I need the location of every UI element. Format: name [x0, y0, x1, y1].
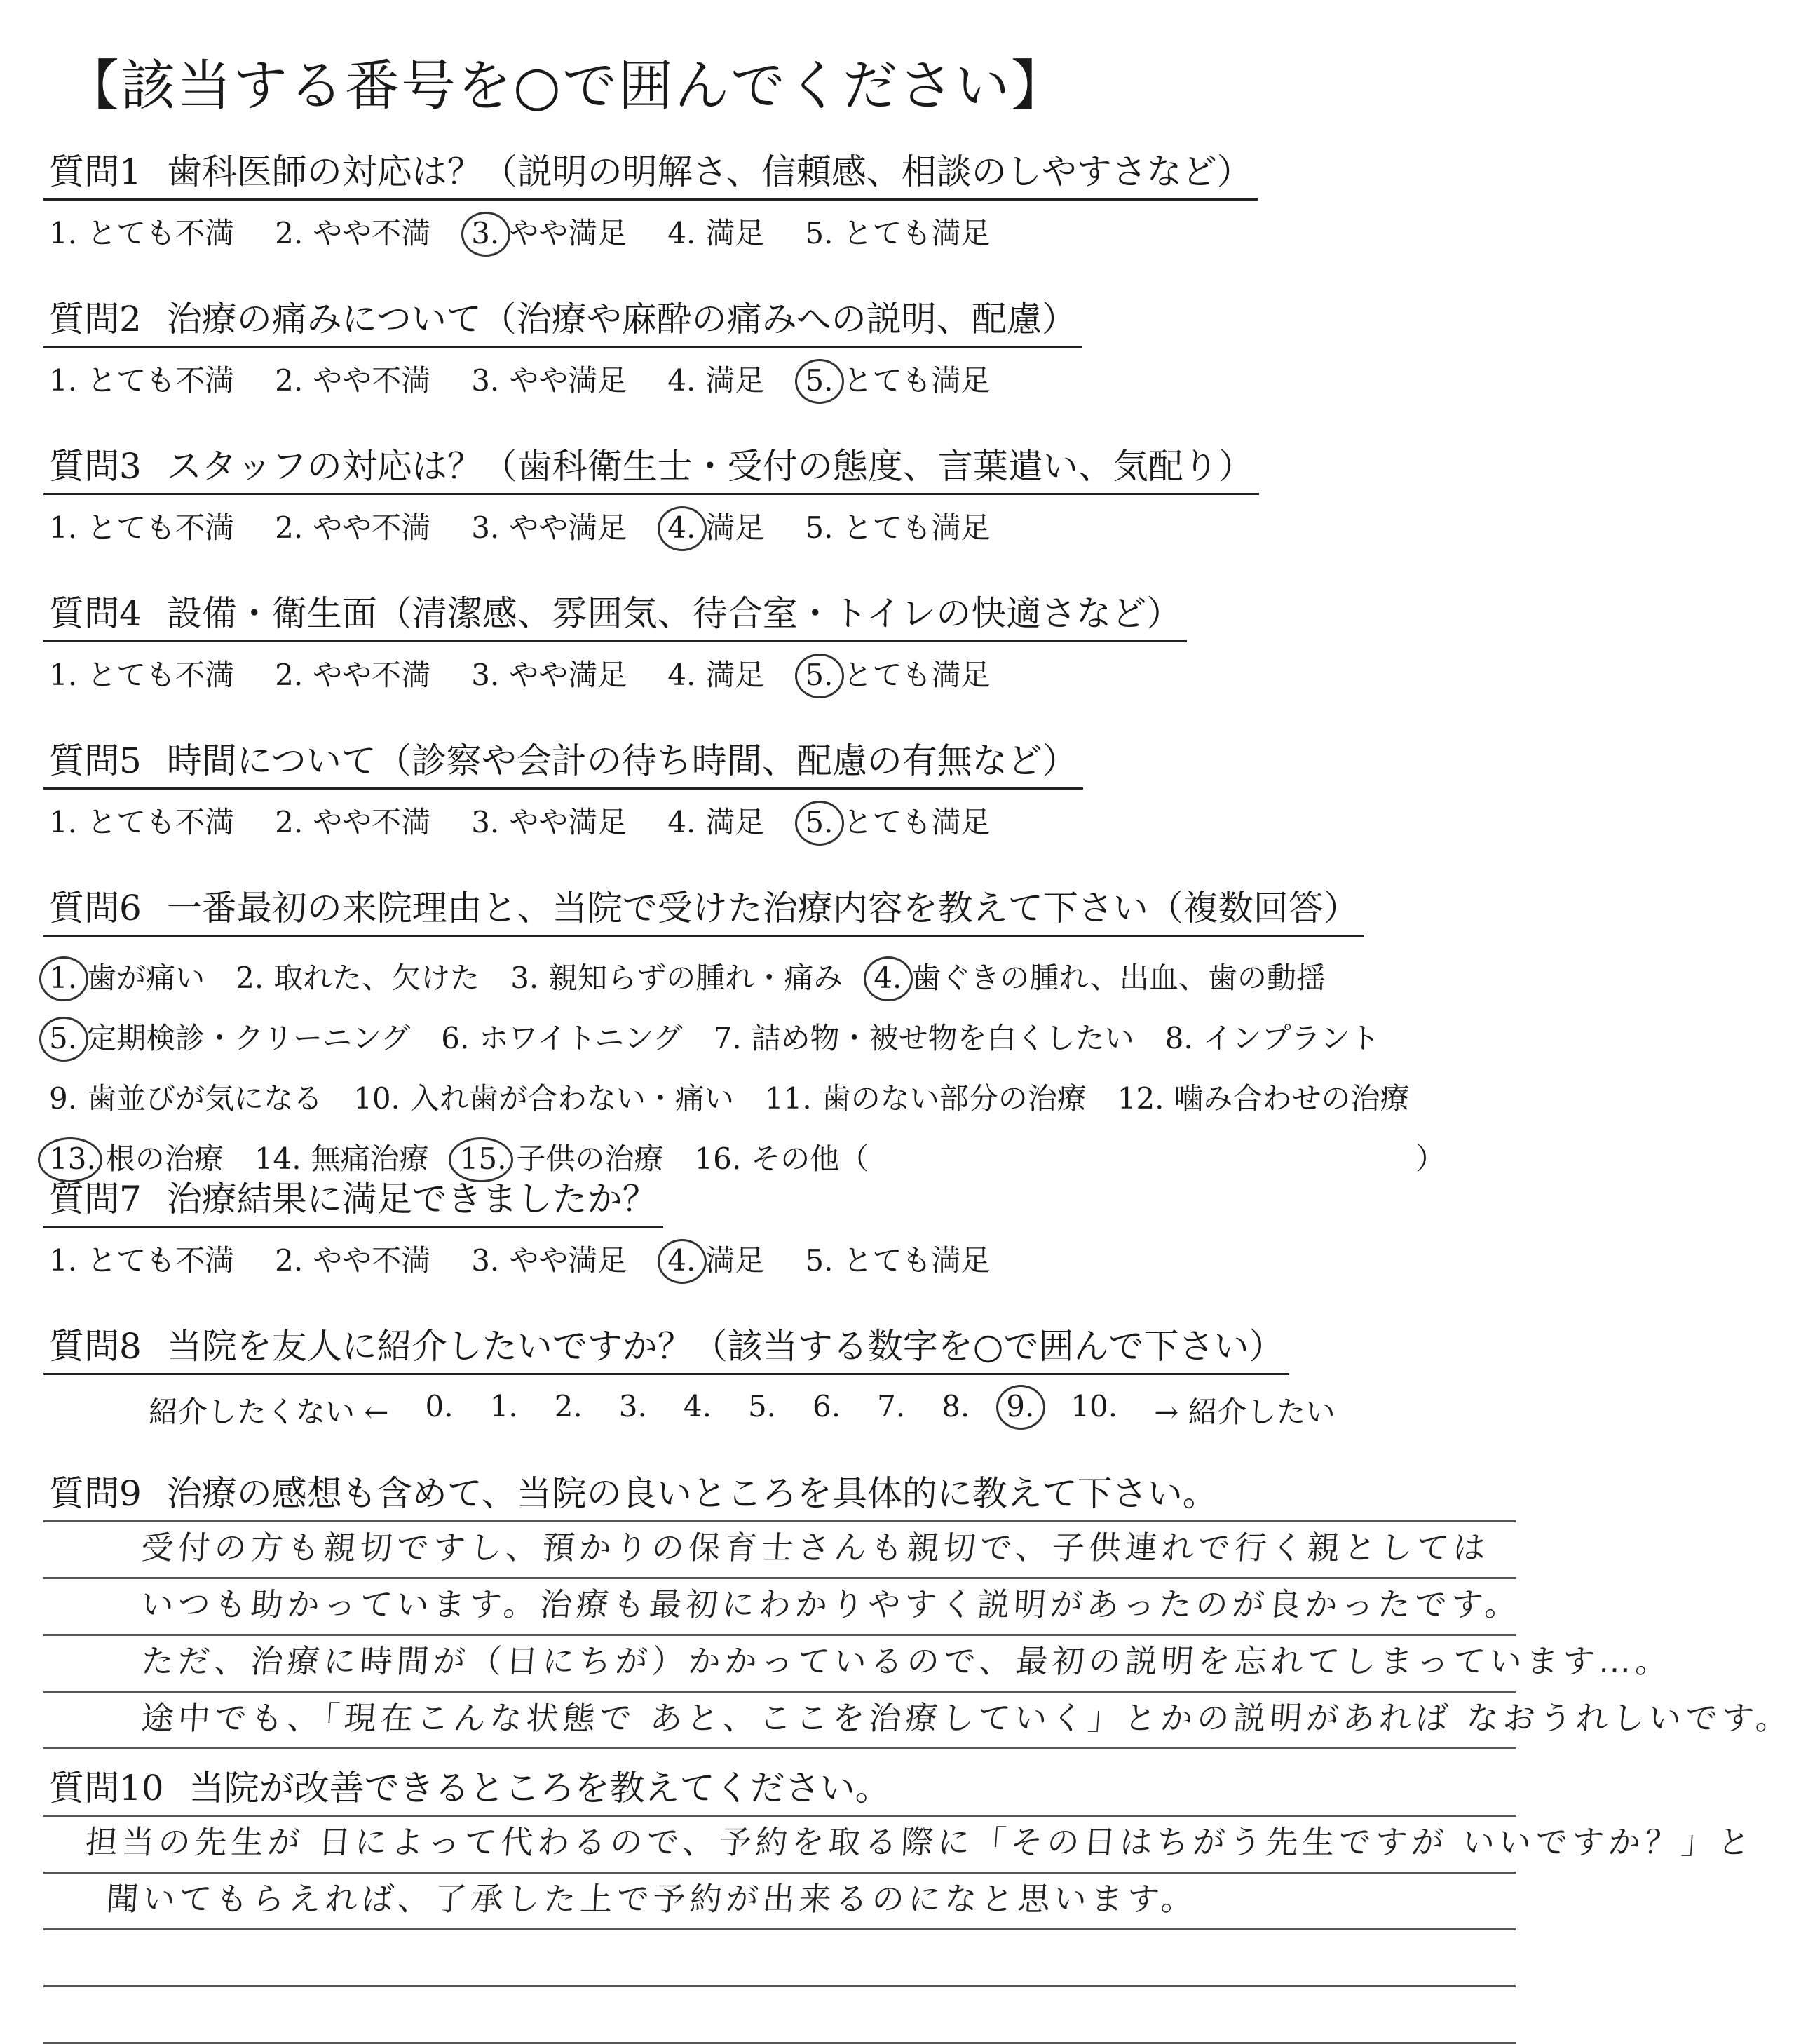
question-6: [43, 880, 1476, 1178]
q2-option-2[interactable]: 2. やや不満: [275, 363, 431, 398]
question-5: [43, 733, 1083, 841]
q6-option-11[interactable]: 11. 歯のない部分の治療: [764, 1081, 1087, 1116]
question-10-answer-area[interactable]: [43, 1760, 1756, 2044]
question-3-options: [43, 505, 1259, 547]
handwritten-line: ただ、治療に時間が（日にちが）かかっているので、最初の説明を忘れてしまっています…。: [140, 1642, 1673, 1680]
question-2-options: [43, 358, 1082, 400]
question-8: [43, 1318, 1372, 1431]
question-8-text: 当院を友人に紹介したいですか？（該当する数字を○で囲んで下さい）: [166, 1326, 1284, 1367]
answer-line: [43, 1693, 1794, 1749]
q5-option-2[interactable]: 2. やや不満: [275, 805, 431, 839]
question-4-text: 設備・衛生面（清潔感、雰囲気、待合室・トイレの快適さなど）: [166, 593, 1182, 634]
q8-left-label: 紹介したくない ←: [149, 1395, 389, 1429]
q5-option-3[interactable]: 3. やや満足: [471, 805, 627, 839]
question-5-heading: [43, 733, 1083, 790]
question-10-label: 質問10: [49, 1768, 164, 1808]
question-4: [43, 586, 1187, 694]
q3-option-5[interactable]: 5. とても満足: [805, 510, 991, 545]
q7-option-1[interactable]: 1. とても不満: [49, 1243, 235, 1278]
q6-option-3[interactable]: 3. 親知らずの腫れ・痛み: [510, 961, 843, 995]
q5-option-5-selected[interactable]: 5. とても満足: [805, 805, 991, 839]
question-4-heading: [43, 586, 1187, 642]
q6-option-8[interactable]: 8. インプラント: [1164, 1021, 1380, 1055]
handwritten-line: 途中でも、「現在こんな状態で あと、ここを治療していく」とかの説明があれば なおうれしいです。: [140, 1699, 1794, 1737]
q4-option-5-selected[interactable]: 5. とても満足: [805, 658, 991, 692]
q7-option-3[interactable]: 3. やや満足: [471, 1243, 627, 1278]
q6-option-9[interactable]: 9. 歯並びが気になる: [49, 1081, 323, 1116]
q6-row-3: [49, 1076, 1476, 1118]
q1-option-3-selected[interactable]: 3. やや満足: [471, 216, 627, 250]
q2-option-1[interactable]: 1. とても不満: [49, 363, 235, 398]
q1-option-5[interactable]: 5. とても満足: [805, 216, 991, 250]
q6-option-16[interactable]: 16. その他（ ）: [694, 1142, 1446, 1176]
question-8-scale: [43, 1389, 1372, 1431]
q2-option-4[interactable]: 4. 満足: [667, 363, 765, 398]
q8-option-1[interactable]: 1.: [489, 1389, 518, 1423]
question-3-text: スタッフの対応は？（歯科衛生士・受付の態度、言葉遣い、気配り）: [166, 446, 1253, 487]
q3-option-4-selected[interactable]: 4. 満足: [667, 510, 765, 545]
question-3: [43, 438, 1259, 547]
question-2-heading: [43, 291, 1082, 348]
q8-option-7[interactable]: 7.: [877, 1389, 906, 1423]
question-7-text: 治療結果に満足できましたか？: [166, 1179, 658, 1219]
handwritten-line: 受付の方も親切ですし、預かりの保育士さんも親切で、子供連れで行く親としては: [140, 1529, 1491, 1566]
answer-line: [43, 1522, 1516, 1579]
q6-option-2[interactable]: 2. 取れた、欠けた: [236, 961, 480, 995]
q6-row-2: [49, 1015, 1476, 1057]
q3-option-1[interactable]: 1. とても不満: [49, 510, 235, 545]
answer-line: [43, 1874, 1516, 1930]
handwritten-line: いつも助かっています。治療も最初にわかりやすく説明があったのが良かったです。: [140, 1585, 1523, 1623]
q6-option-14[interactable]: 14. 無痛治療: [254, 1142, 429, 1176]
question-5-options: [43, 799, 1083, 841]
q6-option-13-selected[interactable]: 13. 根の治療: [49, 1142, 224, 1176]
question-7-heading: [43, 1171, 663, 1228]
question-5-text: 時間について（診察や会計の待ち時間、配慮の有無など）: [166, 740, 1078, 781]
q6-option-6[interactable]: 6. ホワイトニング: [441, 1021, 683, 1055]
q8-option-9-selected[interactable]: 9.: [1006, 1389, 1034, 1431]
q8-option-8[interactable]: 8.: [942, 1389, 970, 1423]
q4-option-2[interactable]: 2. やや不満: [275, 658, 431, 692]
question-9-label: 質問9: [49, 1473, 142, 1514]
question-1-heading: [43, 144, 1258, 201]
q6-option-5-selected[interactable]: 5. 定期検診・クリーニング: [49, 1021, 411, 1055]
question-10-text: 当院が改善できるところを教えてください。: [189, 1768, 890, 1808]
handwritten-line: 聞いてもらえれば、了承した上で予約が出来るのになと思います。: [104, 1880, 1200, 1918]
q1-option-4[interactable]: 4. 満足: [667, 216, 765, 250]
q4-option-3[interactable]: 3. やや満足: [471, 658, 627, 692]
q8-right-label: → 紹介したい: [1154, 1395, 1336, 1429]
q4-option-4[interactable]: 4. 満足: [667, 658, 765, 692]
question-3-label: 質問3: [49, 446, 142, 487]
q8-option-3[interactable]: 3.: [618, 1389, 647, 1423]
q4-option-1[interactable]: 1. とても不満: [49, 658, 235, 692]
question-5-label: 質問5: [49, 740, 142, 781]
question-7: [43, 1171, 1031, 1280]
question-6-heading: [43, 880, 1364, 937]
question-7-options: [43, 1238, 1031, 1280]
q7-option-4-selected[interactable]: 4. 満足: [667, 1243, 765, 1278]
q8-option-0[interactable]: 0.: [425, 1389, 454, 1423]
question-7-label: 質問7: [49, 1179, 142, 1219]
answer-line: [43, 1987, 1516, 2044]
q8-option-5[interactable]: 5.: [747, 1389, 777, 1423]
answer-line: [43, 1579, 1523, 1636]
question-3-heading: [43, 438, 1259, 495]
q2-option-3[interactable]: 3. やや満足: [471, 363, 627, 398]
question-1: [43, 144, 1258, 252]
page-title: 【該当する番号を○で囲んでください】: [64, 55, 1068, 118]
handwritten-line: 担当の先生が 日によって代わるので、予約を取る際に「その日はちがう先生ですが いいですか？」と: [83, 1823, 1756, 1861]
q6-option-1-selected[interactable]: 1. 歯が痛い: [49, 961, 205, 995]
question-1-options: [43, 210, 1258, 252]
q1-option-2[interactable]: 2. やや不満: [275, 216, 431, 250]
question-9-text: 治療の感想も含めて、当院の良いところを具体的に教えて下さい。: [166, 1473, 1218, 1514]
q6-row-1: [49, 955, 1476, 997]
q3-option-2[interactable]: 2. やや不満: [275, 510, 431, 545]
q6-option-10[interactable]: 10. 入れ歯が合わない・痛い: [353, 1081, 734, 1116]
question-1-label: 質問1: [49, 151, 142, 192]
question-6-options: [43, 955, 1476, 1178]
question-1-text: 歯科医師の対応は？（説明の明解さ、信頼感、相談のしやすさなど）: [166, 151, 1252, 192]
question-2-label: 質問2: [49, 299, 142, 339]
q6-option-15-selected[interactable]: 15. 子供の治療: [459, 1142, 664, 1176]
q8-option-4[interactable]: 4.: [683, 1389, 712, 1423]
question-2-text: 治療の痛みについて（治療や麻酔の痛みへの説明、配慮）: [166, 299, 1077, 339]
q8-option-6[interactable]: 6.: [813, 1389, 841, 1423]
question-4-label: 質問4: [49, 593, 142, 634]
q6-other-close: ）: [1415, 1142, 1446, 1176]
question-9-answer-area[interactable]: [43, 1466, 1794, 1749]
answer-line: [43, 1466, 1516, 1522]
q5-option-4[interactable]: 4. 満足: [667, 805, 765, 839]
answer-line: [43, 1930, 1516, 1987]
q8-option-2[interactable]: 2.: [554, 1389, 583, 1423]
answer-line: [43, 1760, 1516, 1817]
q7-option-5[interactable]: 5. とても満足: [805, 1243, 991, 1278]
q3-option-3[interactable]: 3. やや満足: [471, 510, 627, 545]
question-6-text: 一番最初の来院理由と、当院で受けた治療内容を教えて下さい（複数回答）: [166, 888, 1359, 928]
answer-line: [43, 1817, 1756, 1874]
q5-option-1[interactable]: 1. とても不満: [49, 805, 235, 839]
q7-option-2[interactable]: 2. やや不満: [275, 1243, 431, 1278]
q1-option-1[interactable]: 1. とても不満: [49, 216, 235, 250]
q6-option-4-selected[interactable]: 4. 歯ぐきの腫れ、出血、歯の動揺: [874, 961, 1326, 995]
question-8-heading: [43, 1318, 1289, 1375]
q2-option-5-selected[interactable]: 5. とても満足: [805, 363, 991, 398]
answer-line: [43, 1636, 1673, 1693]
question-8-label: 質問8: [49, 1326, 142, 1367]
question-2: [43, 291, 1082, 400]
q8-option-10[interactable]: 10.: [1071, 1389, 1118, 1423]
question-4-options: [43, 652, 1187, 694]
question-6-label: 質問6: [49, 888, 142, 928]
q6-option-12[interactable]: 12. 噛み合わせの治療: [1117, 1081, 1410, 1116]
q6-option-7[interactable]: 7. 詰め物・被せ物を白くしたい: [713, 1021, 1134, 1055]
